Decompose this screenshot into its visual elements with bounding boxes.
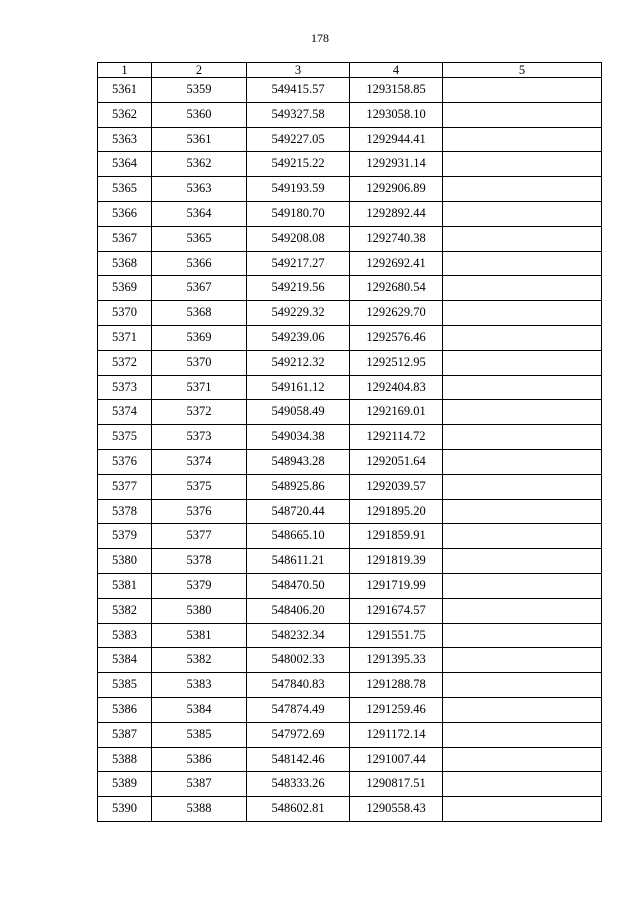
table-cell-col-5 [443,573,602,598]
table-cell-col-5 [443,400,602,425]
table-row [98,152,602,177]
table-cell-col-5 [443,201,602,226]
table-cell-col-3: 548720.44 [247,499,350,524]
table-cell-col-1: 5370 [98,301,152,326]
table-row [98,673,602,698]
table-row [98,102,602,127]
table-cell-col-4: 1292512.95 [350,350,443,375]
table-cell-col-3: 548611.21 [247,549,350,574]
table-cell-col-1: 5378 [98,499,152,524]
table-cell-col-4: 1291288.78 [350,673,443,698]
table-cell-col-4: 1292944.41 [350,127,443,152]
column-header-1: 1 [98,63,152,78]
table-cell-col-2: 5372 [152,400,247,425]
table-cell-col-3: 549229.32 [247,301,350,326]
table-row [98,772,602,797]
table-cell-col-4: 1291007.44 [350,747,443,772]
table-cell-col-2: 5374 [152,449,247,474]
table-cell-col-3: 549217.27 [247,251,350,276]
table-cell-col-2: 5388 [152,797,247,822]
column-header-2: 2 [152,63,247,78]
table-cell-col-4: 1290817.51 [350,772,443,797]
table-cell-col-4: 1291819.39 [350,549,443,574]
table-cell-col-5 [443,127,602,152]
table-cell-col-1: 5389 [98,772,152,797]
table-row [98,177,602,202]
table-cell-col-1: 5368 [98,251,152,276]
table-row [98,127,602,152]
table-cell-col-1: 5384 [98,648,152,673]
table-cell-col-3: 548002.33 [247,648,350,673]
table-row [98,301,602,326]
table-cell-col-5 [443,549,602,574]
table-cell-col-2: 5376 [152,499,247,524]
table-cell-col-2: 5383 [152,673,247,698]
table-cell-col-2: 5360 [152,102,247,127]
table-row [98,623,602,648]
table-cell-col-5 [443,425,602,450]
table-cell-col-2: 5366 [152,251,247,276]
table-cell-col-4: 1291395.33 [350,648,443,673]
table-cell-col-2: 5378 [152,549,247,574]
table-cell-col-5 [443,474,602,499]
table-cell-col-3: 549180.70 [247,201,350,226]
table-row [98,449,602,474]
table-cell-col-3: 549212.32 [247,350,350,375]
table-cell-col-1: 5386 [98,697,152,722]
table-cell-col-1: 5361 [98,78,152,103]
column-header-3: 3 [247,63,350,78]
table-cell-col-3: 548470.50 [247,573,350,598]
table-cell-col-5 [443,747,602,772]
coordinates-table [97,62,602,822]
table-cell-col-3: 549058.49 [247,400,350,425]
table-cell-col-5 [443,152,602,177]
table-row [98,648,602,673]
table-row [98,524,602,549]
table-cell-col-2: 5364 [152,201,247,226]
table-cell-col-5 [443,648,602,673]
table-cell-col-4: 1292740.38 [350,226,443,251]
table-cell-col-2: 5377 [152,524,247,549]
table-cell-col-4: 1292629.70 [350,301,443,326]
table-cell-col-5 [443,177,602,202]
table-cell-col-3: 549208.08 [247,226,350,251]
table-row [98,697,602,722]
table-cell-col-5 [443,276,602,301]
table-cell-col-1: 5371 [98,325,152,350]
table-cell-col-3: 548232.34 [247,623,350,648]
table-cell-col-1: 5385 [98,673,152,698]
table-cell-col-2: 5384 [152,697,247,722]
table-cell-col-3: 548925.86 [247,474,350,499]
table-cell-col-5 [443,78,602,103]
table-cell-col-1: 5373 [98,375,152,400]
table-cell-col-5 [443,449,602,474]
column-header-5: 5 [443,63,602,78]
table-cell-col-3: 547874.49 [247,697,350,722]
table-cell-col-4: 1292114.72 [350,425,443,450]
table-row [98,350,602,375]
table-cell-col-5 [443,797,602,822]
table-cell-col-1: 5380 [98,549,152,574]
table-cell-col-5 [443,722,602,747]
table-row [98,598,602,623]
table-cell-col-3: 549219.56 [247,276,350,301]
table-cell-col-5 [443,102,602,127]
table-row [98,400,602,425]
table-cell-col-4: 1293158.85 [350,78,443,103]
table-cell-col-4: 1291259.46 [350,697,443,722]
table-cell-col-2: 5369 [152,325,247,350]
table-cell-col-4: 1292039.57 [350,474,443,499]
table-cell-col-3: 548142.46 [247,747,350,772]
table-cell-col-3: 549161.12 [247,375,350,400]
table-cell-col-2: 5382 [152,648,247,673]
table-cell-col-5 [443,499,602,524]
table-cell-col-1: 5387 [98,722,152,747]
table-cell-col-2: 5363 [152,177,247,202]
table-cell-col-1: 5390 [98,797,152,822]
table-cell-col-3: 548943.28 [247,449,350,474]
table-cell-col-4: 1292892.44 [350,201,443,226]
table-cell-col-1: 5377 [98,474,152,499]
table-cell-col-1: 5388 [98,747,152,772]
table-cell-col-3: 547972.69 [247,722,350,747]
table-cell-col-3: 548665.10 [247,524,350,549]
table-cell-col-5 [443,623,602,648]
table-cell-col-2: 5371 [152,375,247,400]
table-cell-col-3: 549239.06 [247,325,350,350]
table-cell-col-4: 1291719.99 [350,573,443,598]
table-cell-col-5 [443,772,602,797]
table-cell-col-5 [443,350,602,375]
table-cell-col-2: 5368 [152,301,247,326]
table-row [98,425,602,450]
table-cell-col-2: 5381 [152,623,247,648]
table-cell-col-1: 5365 [98,177,152,202]
table-cell-col-2: 5385 [152,722,247,747]
table-cell-col-3: 547840.83 [247,673,350,698]
table-cell-col-1: 5376 [98,449,152,474]
table-cell-col-5 [443,325,602,350]
table-cell-col-4: 1291859.91 [350,524,443,549]
table-cell-col-1: 5366 [98,201,152,226]
table-cell-col-4: 1292576.46 [350,325,443,350]
table-body [98,78,602,822]
table-row [98,797,602,822]
table-cell-col-4: 1291551.75 [350,623,443,648]
table-cell-col-4: 1292680.54 [350,276,443,301]
table-row [98,722,602,747]
table-cell-col-4: 1292169.01 [350,400,443,425]
table-cell-col-1: 5369 [98,276,152,301]
table-cell-col-2: 5370 [152,350,247,375]
table-row [98,573,602,598]
table-cell-col-2: 5387 [152,772,247,797]
table-cell-col-3: 548333.26 [247,772,350,797]
table-cell-col-4: 1291172.14 [350,722,443,747]
table-row [98,201,602,226]
table-cell-col-2: 5365 [152,226,247,251]
table-row [98,474,602,499]
table-cell-col-1: 5381 [98,573,152,598]
table-cell-col-2: 5367 [152,276,247,301]
table-cell-col-3: 549227.05 [247,127,350,152]
table-cell-col-5 [443,301,602,326]
table-cell-col-2: 5379 [152,573,247,598]
table-cell-col-1: 5372 [98,350,152,375]
table-cell-col-1: 5364 [98,152,152,177]
header-row [98,63,602,78]
table-cell-col-5 [443,524,602,549]
table-row [98,747,602,772]
table-cell-col-5 [443,598,602,623]
table-row [98,276,602,301]
table-row [98,325,602,350]
table-cell-col-1: 5382 [98,598,152,623]
table-row [98,499,602,524]
table-cell-col-4: 1292692.41 [350,251,443,276]
table-cell-col-3: 549034.38 [247,425,350,450]
table-cell-col-4: 1292404.83 [350,375,443,400]
table-cell-col-2: 5361 [152,127,247,152]
table-cell-col-4: 1290558.43 [350,797,443,822]
table-row [98,549,602,574]
table-cell-col-5 [443,251,602,276]
table-header [98,63,602,78]
table-cell-col-2: 5386 [152,747,247,772]
page-number: 178 [311,31,329,45]
table-row [98,375,602,400]
table-cell-col-4: 1291674.57 [350,598,443,623]
table-cell-col-1: 5363 [98,127,152,152]
table-cell-col-5 [443,697,602,722]
table-cell-col-3: 549215.22 [247,152,350,177]
table-cell-col-1: 5362 [98,102,152,127]
table-cell-col-4: 1292051.64 [350,449,443,474]
table-cell-col-4: 1293058.10 [350,102,443,127]
table-cell-col-3: 548406.20 [247,598,350,623]
table-cell-col-3: 549327.58 [247,102,350,127]
table-cell-col-4: 1292906.89 [350,177,443,202]
table-cell-col-1: 5374 [98,400,152,425]
table-cell-col-2: 5373 [152,425,247,450]
table-cell-col-3: 549415.57 [247,78,350,103]
table-cell-col-3: 549193.59 [247,177,350,202]
table-cell-col-2: 5375 [152,474,247,499]
table-cell-col-1: 5375 [98,425,152,450]
table-cell-col-1: 5383 [98,623,152,648]
table-cell-col-4: 1292931.14 [350,152,443,177]
table-cell-col-2: 5380 [152,598,247,623]
table-cell-col-2: 5362 [152,152,247,177]
table-cell-col-5 [443,226,602,251]
table-row [98,251,602,276]
table-cell-col-3: 548602.81 [247,797,350,822]
table-cell-col-5 [443,673,602,698]
column-header-4: 4 [350,63,443,78]
table-cell-col-5 [443,375,602,400]
table-cell-col-1: 5379 [98,524,152,549]
table-cell-col-2: 5359 [152,78,247,103]
table-cell-col-4: 1291895.20 [350,499,443,524]
table-row [98,78,602,103]
table-cell-col-1: 5367 [98,226,152,251]
table-row [98,226,602,251]
